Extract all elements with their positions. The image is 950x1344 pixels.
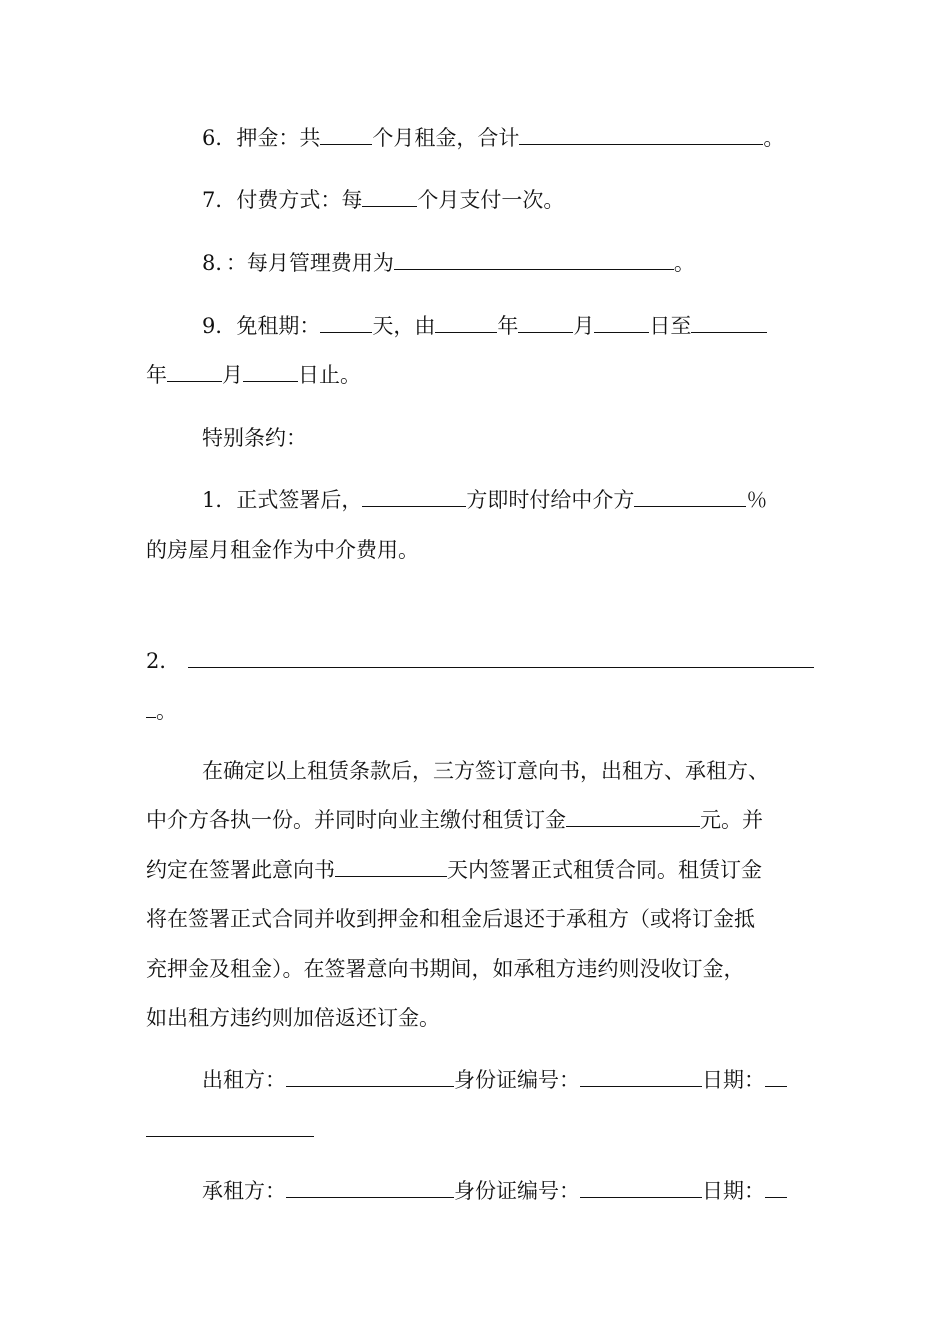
lessor-date-label: 日期：: [702, 1068, 765, 1092]
rent-free-text: 日至: [649, 314, 692, 338]
body-line: 在确定以上租赁条款后，三方签订意向书，出租方、承租方、: [202, 759, 769, 783]
clause1-party-blank[interactable]: [362, 486, 466, 507]
lessor-date-cont: [146, 1116, 314, 1144]
management-fee-line: [202, 249, 695, 277]
management-label: 8．：每月管理费用为: [202, 251, 394, 275]
rent-free-days-blank[interactable]: [320, 312, 372, 333]
management-fee-blank[interactable]: [394, 249, 674, 270]
payment-label: 7．付费方式：每: [202, 188, 363, 212]
rent-free-start-year-blank[interactable]: [435, 312, 497, 333]
lessee-id-label: 身份证编号：: [454, 1179, 580, 1203]
lessor-id-label: 身份证编号：: [454, 1068, 580, 1092]
clause2-label: 2．: [146, 649, 181, 673]
body-line: 如出租方违约则加倍返还订金。: [146, 1006, 440, 1030]
special-terms-heading: 特别条约：: [202, 426, 307, 450]
rent-free-text: 月: [222, 363, 243, 387]
body-text: 约定在签署此意向书: [146, 858, 335, 882]
lessee-date-label: 日期：: [702, 1179, 765, 1203]
clause1-end: ％: [746, 488, 768, 512]
rent-free-end-month-blank[interactable]: [167, 361, 222, 382]
rent-free-text: 月: [573, 314, 595, 338]
deposit-end: 。: [763, 126, 785, 150]
payment-line: [202, 186, 564, 214]
lessor-label: 出租方：: [202, 1068, 286, 1092]
lessee-id-blank[interactable]: [580, 1177, 702, 1198]
rent-free-text: 年: [146, 363, 167, 387]
special-clause-1: [202, 486, 767, 514]
deposit-mid-text: 个月租金，合计: [372, 126, 520, 150]
lessee-date-blank[interactable]: [765, 1177, 787, 1198]
lessee-label: 承租方：: [202, 1179, 286, 1203]
rent-free-start-month-blank[interactable]: [518, 312, 573, 333]
clause2-end: 。: [156, 699, 177, 723]
payment-months-blank[interactable]: [362, 186, 417, 207]
management-end: 。: [673, 251, 695, 275]
special-clause-2: [146, 647, 814, 675]
clause2-blank-cont[interactable]: [146, 697, 156, 718]
body-text: 天内签署正式租赁合同。租赁订金: [447, 858, 762, 882]
lessor-date-blank[interactable]: [765, 1066, 787, 1087]
lessor-id-blank[interactable]: [580, 1066, 702, 1087]
rent-free-start-day-blank[interactable]: [594, 312, 649, 333]
lessee-signature-line: [202, 1177, 787, 1205]
clause1-percent-blank[interactable]: [634, 486, 746, 507]
deposit-label: 6．押金：共: [202, 126, 321, 150]
deposit-months-blank[interactable]: [320, 124, 372, 145]
lessee-name-blank[interactable]: [286, 1177, 454, 1198]
special-clause-2-cont: [146, 697, 177, 725]
rent-free-text: 日止。: [298, 363, 361, 387]
rent-free-end-day-blank[interactable]: [243, 361, 298, 382]
special-clause-1-cont: 的房屋月租金作为中介费用。: [146, 538, 419, 562]
sign-days-blank[interactable]: [335, 856, 447, 877]
rent-free-label: 9．免租期：: [202, 314, 321, 338]
payment-end: 个月支付一次。: [417, 188, 565, 212]
clause1-label: 1．正式签署后，: [202, 488, 363, 512]
body-line: [146, 856, 762, 884]
rent-free-end-year-blank[interactable]: [691, 312, 767, 333]
rent-free-text: 天，由: [372, 314, 436, 338]
deposit-total-blank[interactable]: [519, 124, 763, 145]
lessor-date-blank-cont[interactable]: [146, 1116, 314, 1137]
body-text: 元。并: [700, 808, 763, 832]
clause2-blank[interactable]: [188, 647, 814, 668]
clause1-mid: 方即时付给中介方: [466, 488, 635, 512]
deposit-line: [202, 124, 784, 152]
rent-free-text: 年: [497, 314, 519, 338]
rent-free-line: [202, 312, 767, 340]
lessor-name-blank[interactable]: [286, 1066, 454, 1087]
lessor-signature-line: [202, 1066, 787, 1094]
body-line: [146, 806, 763, 834]
body-text: 中介方各执一份。并同时向业主缴付租赁订金: [146, 808, 566, 832]
rent-free-line-cont: [146, 361, 361, 389]
body-line: 将在签署正式合同并收到押金和租金后退还于承租方（或将订金抵: [146, 907, 755, 931]
body-line: 充押金及租金）。在签署意向书期间，如承租方违约则没收订金，: [146, 957, 745, 981]
deposit-amount-blank[interactable]: [566, 806, 700, 827]
